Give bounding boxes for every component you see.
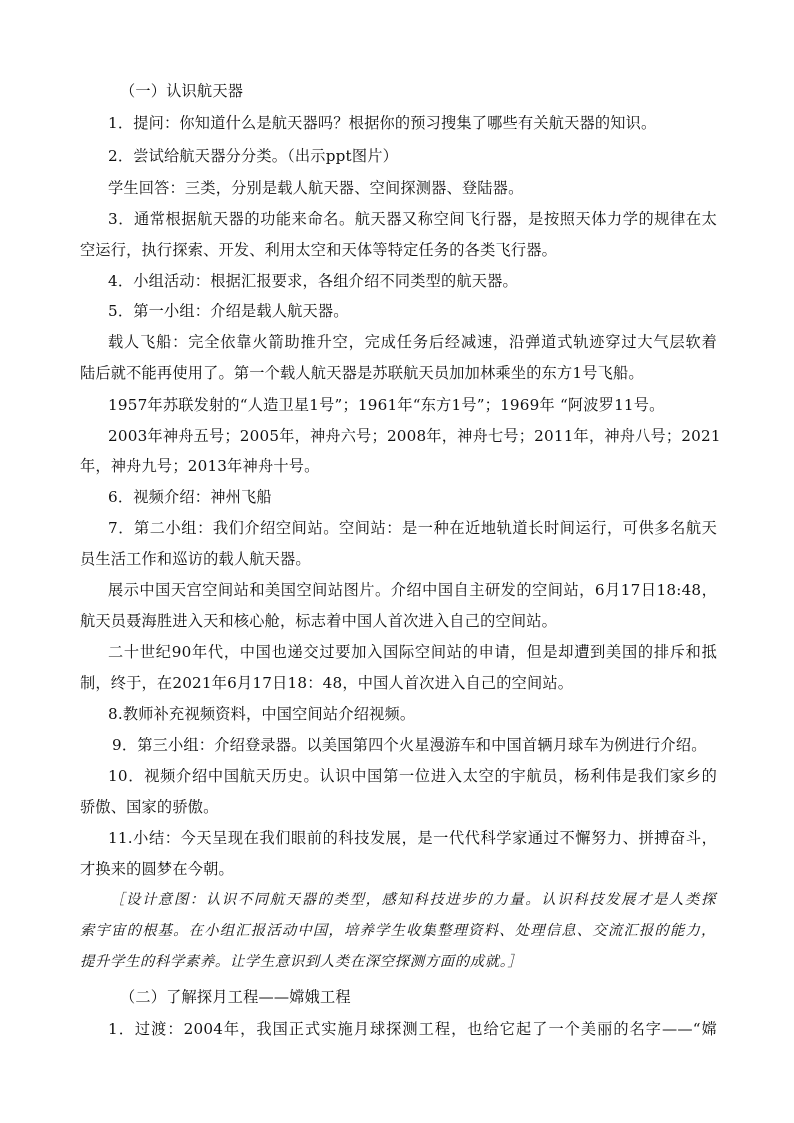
design-intent-line: 索宇宙的根基。在小组汇报活动中国，培养学生收集整理资料、处理信息、交流汇报的能力， (80, 923, 716, 939)
paragraph-line: 员生活工作和巡访的载人航天器。 (80, 550, 311, 568)
design-intent-line: ［设计意图：认识不同航天器的类型，感知科技进步的力量。认识科技发展才是人类探 (110, 892, 716, 908)
paragraph-line: 展示中国天宫空间站和美国空间站图片。介绍中国自主研发的空间站，6月17日18:48， (108, 581, 717, 599)
paragraph-line: 空运行，执行探索、开发、利用太空和天体等特定任务的各类飞行器。 (80, 241, 558, 259)
section-heading: （一）认识航天器 (120, 82, 244, 100)
paragraph-line: 8.教师补充视频资料，中国空间站介绍视频。 (108, 705, 416, 723)
paragraph-line: 1．提问：你知道什么是航天器吗？根据你的预习搜集了哪些有关航天器的知识。 (108, 114, 657, 132)
paragraph-line: 年，神舟九号；2013年神舟十号。 (80, 457, 320, 475)
paragraph-line: 载人飞船：完全依靠火箭助推升空，完成任务后经减速，沿弹道式轨迹穿过大气层软着 (108, 333, 717, 351)
paragraph-line: 5．第一小组：介绍是载人航天器。 (108, 302, 349, 320)
paragraph-line: 11.小结：今天呈现在我们眼前的科技发展，是一代代科学家通过不懈努力、拼搏奋斗， (108, 829, 717, 847)
paragraph-line: 二十世纪90年代，中国也递交过要加入国际空间站的申请，但是却遭到美国的排斥和抵 (108, 643, 717, 661)
paragraph-line: 学生回答：三类，分别是载人航天器、空间探测器、登陆器。 (108, 179, 524, 197)
paragraph-line: 航天员聂海胜进入天和核心舱，标志着中国人首次进入自己的空间站。 (80, 612, 558, 630)
paragraph-line: 6．视频介绍：神州飞船 (108, 488, 272, 506)
paragraph-line: 骄傲、国家的骄傲。 (80, 798, 219, 816)
paragraph-line: 1957年苏联发射的“人造卫星1号”；1961年“东方1号”；1969年 “阿波罗11号。 (108, 396, 665, 414)
paragraph-line: 4．小组活动：根据汇报要求，各组介绍不同类型的航天器。 (108, 272, 518, 290)
paragraph-line: 2．尝试给航天器分分类。（出示ppt图片） (108, 147, 398, 165)
paragraph-line: 1．过渡：2004年，我国正式实施月球探测工程，也给它起了一个美丽的名字——“嫦 (108, 1020, 717, 1038)
paragraph-line: 10．视频介绍中国航天历史。认识中国第一位进入太空的宇航员，杨利伟是我们家乡的 (108, 767, 717, 785)
section-heading: （二）了解探月工程——嫦娥工程 (120, 988, 351, 1006)
paragraph-line: 陆后就不能再使用了。第一个载人航天器是苏联航天员加加林乘坐的东方1号飞船。 (80, 364, 644, 382)
paragraph-line: 9．第三小组：介绍登录器。以美国第四个火星漫游车和中国首辆月球车为例进行介绍。 (112, 736, 707, 754)
paragraph-line: 2003年神舟五号；2005年，神舟六号；2008年，神舟七号；2011年，神舟八号；2021 (108, 427, 721, 445)
paragraph-line: 7．第二小组：我们介绍空间站。空间站：是一种在近地轨道长时间运行，可供多名航天 (108, 519, 717, 537)
paragraph-line: 3．通常根据航天器的功能来命名。航天器又称空间飞行器，是按照天体力学的规律在太 (108, 210, 717, 228)
paragraph-line: 才换来的圆梦在今朝。 (80, 860, 234, 878)
paragraph-line: 制，终于，在2021年6月17日18：48，中国人首次进入自己的空间站。 (80, 674, 574, 692)
design-intent-line: 提升学生的科学素养。让学生意识到人类在深空探测方面的成就。］ (80, 954, 523, 970)
